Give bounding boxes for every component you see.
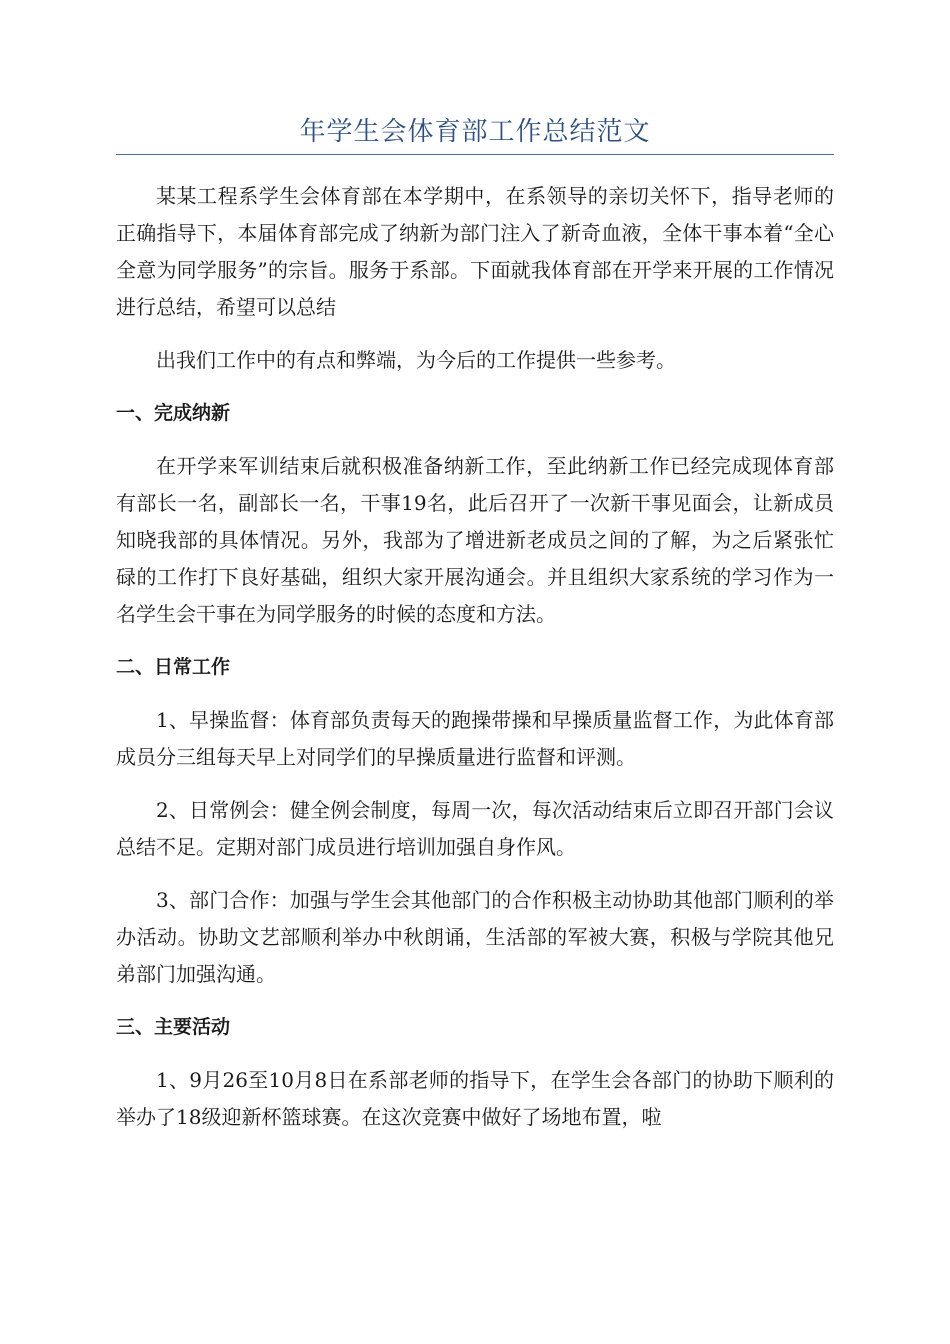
section-heading-recruitment: 一、完成纳新 xyxy=(116,402,231,424)
title-underline xyxy=(116,154,834,155)
section-heading-daily-work: 二、日常工作 xyxy=(116,656,231,678)
paragraph-regular-meetings: 2、日常例会：健全例会制度，每周一次，每次活动结束后立即召开部门会议总结不足。定期对部门成员进行培训加强自身作风。 xyxy=(116,798,834,859)
paragraph-recruitment: 在开学来军训结束后就积极准备纳新工作，至此纳新工作已经完成现体育部有部长一名，副部长一名，干事19名，此后召开了一次新干事见面会，让新成员知晓我部的具体情况。另外，我部为了增进新老成员之间的了解，为之后紧张忙碌的工作打下良好基础，组织大家开展沟通会。并且组织大家系统的学习作为一名学生会干事在为同学服务的时候的态度和方法。 xyxy=(116,454,834,626)
document-body xyxy=(116,178,834,1136)
paragraph-intro: 某某工程系学生会体育部在本学期中，在系领导的亲切关怀下，指导老师的正确指导下，本届体育部完成了纳新为部门注入了新奇血液，全体干事本着“全心全意为同学服务”的宗旨。服务于系部。下面就我体育部在开学来开展的工作情况进行总结，希望可以总结 xyxy=(116,184,834,319)
paragraph-morning-exercise: 1、早操监督：体育部负责每天的跑操带操和早操质量监督工作，为此体育部成员分三组每天早上对同学们的早操质量进行监督和评测。 xyxy=(116,708,834,769)
paragraph-intro-continued: 出我们工作中的有点和弊端，为今后的工作提供一些参考。 xyxy=(156,348,676,372)
paragraph-department-cooperation: 3、部门合作：加强与学生会其他部门的合作积极主动协助其他部门顺利的举办活动。协助文艺部顺利举办中秋朗诵，生活部的军被大赛，积极与学院其他兄弟部门加强沟通。 xyxy=(116,888,834,986)
document-title: 年学生会体育部工作总结范文 xyxy=(299,117,651,147)
section-heading-main-activities: 三、主要活动 xyxy=(116,1016,231,1038)
paragraph-basketball-match: 1、9月26至10月8日在系部老师的指导下，在学生会各部门的协助下顺利的举办了18级迎新杯篮球赛。在这次竞赛中做好了场地布置，啦 xyxy=(116,1068,834,1129)
